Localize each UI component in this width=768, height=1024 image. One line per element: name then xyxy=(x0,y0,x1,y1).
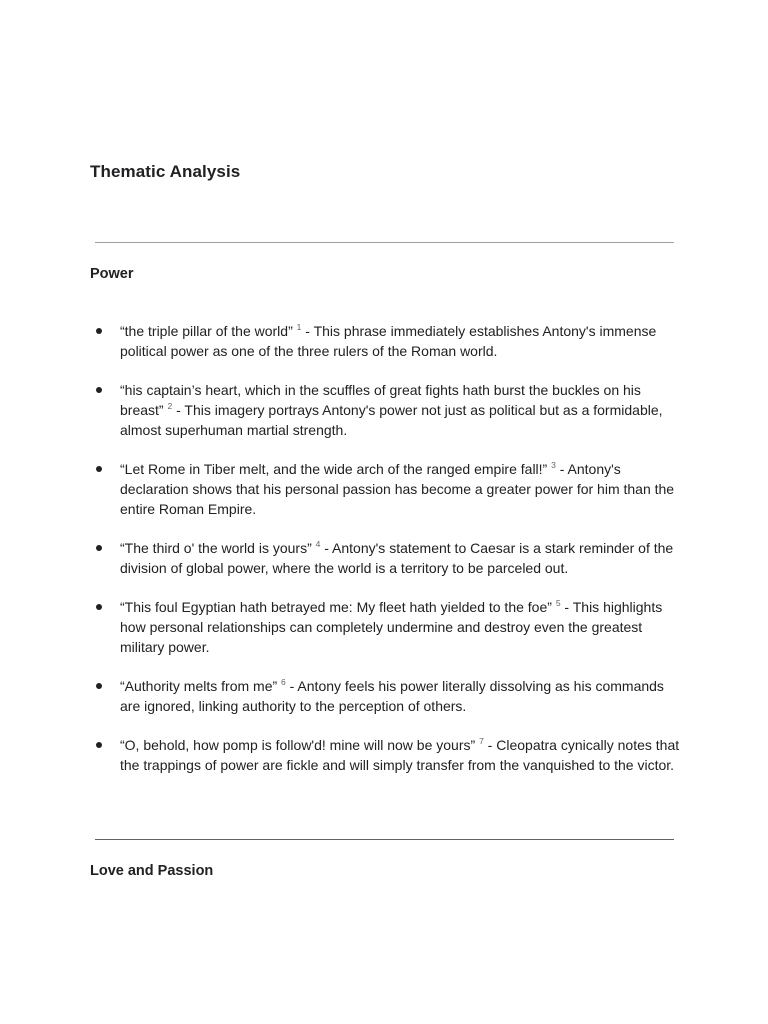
footnote-ref[interactable]: 5 xyxy=(555,598,561,608)
list-item xyxy=(90,597,680,657)
document-title: Thematic Analysis xyxy=(90,162,241,181)
bullet-icon xyxy=(96,545,102,551)
quote-text: “Authority melts from me” xyxy=(120,678,278,694)
list-item xyxy=(90,380,680,440)
footnote-ref[interactable]: 7 xyxy=(479,736,484,746)
quote-text: “The third o' the world is yours” xyxy=(120,540,312,556)
footnote-ref[interactable]: 4 xyxy=(315,539,321,549)
bullet-icon xyxy=(96,604,102,610)
horizontal-divider xyxy=(95,839,674,840)
footnote-ref[interactable]: 3 xyxy=(551,460,556,470)
quote-text: “his captain’s heart, which in the scuffles of great fights hath burst the buckles on his breast” xyxy=(120,382,641,418)
quote-text: “the triple pillar of the world” xyxy=(120,323,293,339)
quote-commentary: - This phrase immediately establishes Antony's immense political power as one of the three rulers of the Roman world. xyxy=(120,323,657,359)
list-item xyxy=(90,459,680,519)
list-item xyxy=(90,676,680,716)
bullet-icon xyxy=(96,387,102,393)
quote-commentary: - This imagery portrays Antony's power not just as political but as a formidable, almost superhuman martial strength. xyxy=(120,402,663,438)
quote-text: “O, behold, how pomp is follow'd! mine will now be yours” xyxy=(120,737,476,753)
footnote-ref[interactable]: 2 xyxy=(167,401,173,411)
bullet-icon xyxy=(96,683,102,689)
horizontal-divider xyxy=(95,242,674,243)
power-quote-list xyxy=(90,321,680,794)
quote-commentary: - Antony feels his power literally dissolving as his commands are ignored, linking authority to the perception of others. xyxy=(120,678,664,714)
list-item xyxy=(90,538,680,578)
section-heading-love-and-passion: Love and Passion xyxy=(90,863,214,879)
footnote-ref[interactable]: 6 xyxy=(281,677,286,687)
bullet-icon xyxy=(96,328,102,334)
footnote-ref[interactable]: 1 xyxy=(296,322,302,332)
quote-commentary: - Cleopatra cynically notes that the trappings of power are fickle and will simply transfer from the vanquished to the victor. xyxy=(120,737,680,773)
bullet-icon xyxy=(96,742,102,748)
list-item xyxy=(90,321,680,361)
quote-commentary: - This highlights how personal relationships can completely undermine and destroy even the greatest military power. xyxy=(120,599,663,655)
list-item xyxy=(90,735,680,775)
quote-text: “This foul Egyptian hath betrayed me: My fleet hath yielded to the foe” xyxy=(120,599,552,615)
section-heading-power: Power xyxy=(90,266,134,282)
quote-commentary: - Antony's declaration shows that his personal passion has become a greater power for him than the entire Roman Empire. xyxy=(120,461,675,517)
quote-text: “Let Rome in Tiber melt, and the wide arch of the ranged empire fall!” xyxy=(120,461,548,477)
bullet-icon xyxy=(96,466,102,472)
quote-commentary: - Antony's statement to Caesar is a stark reminder of the division of global power, where the world is a territory to be parceled out. xyxy=(120,540,674,576)
